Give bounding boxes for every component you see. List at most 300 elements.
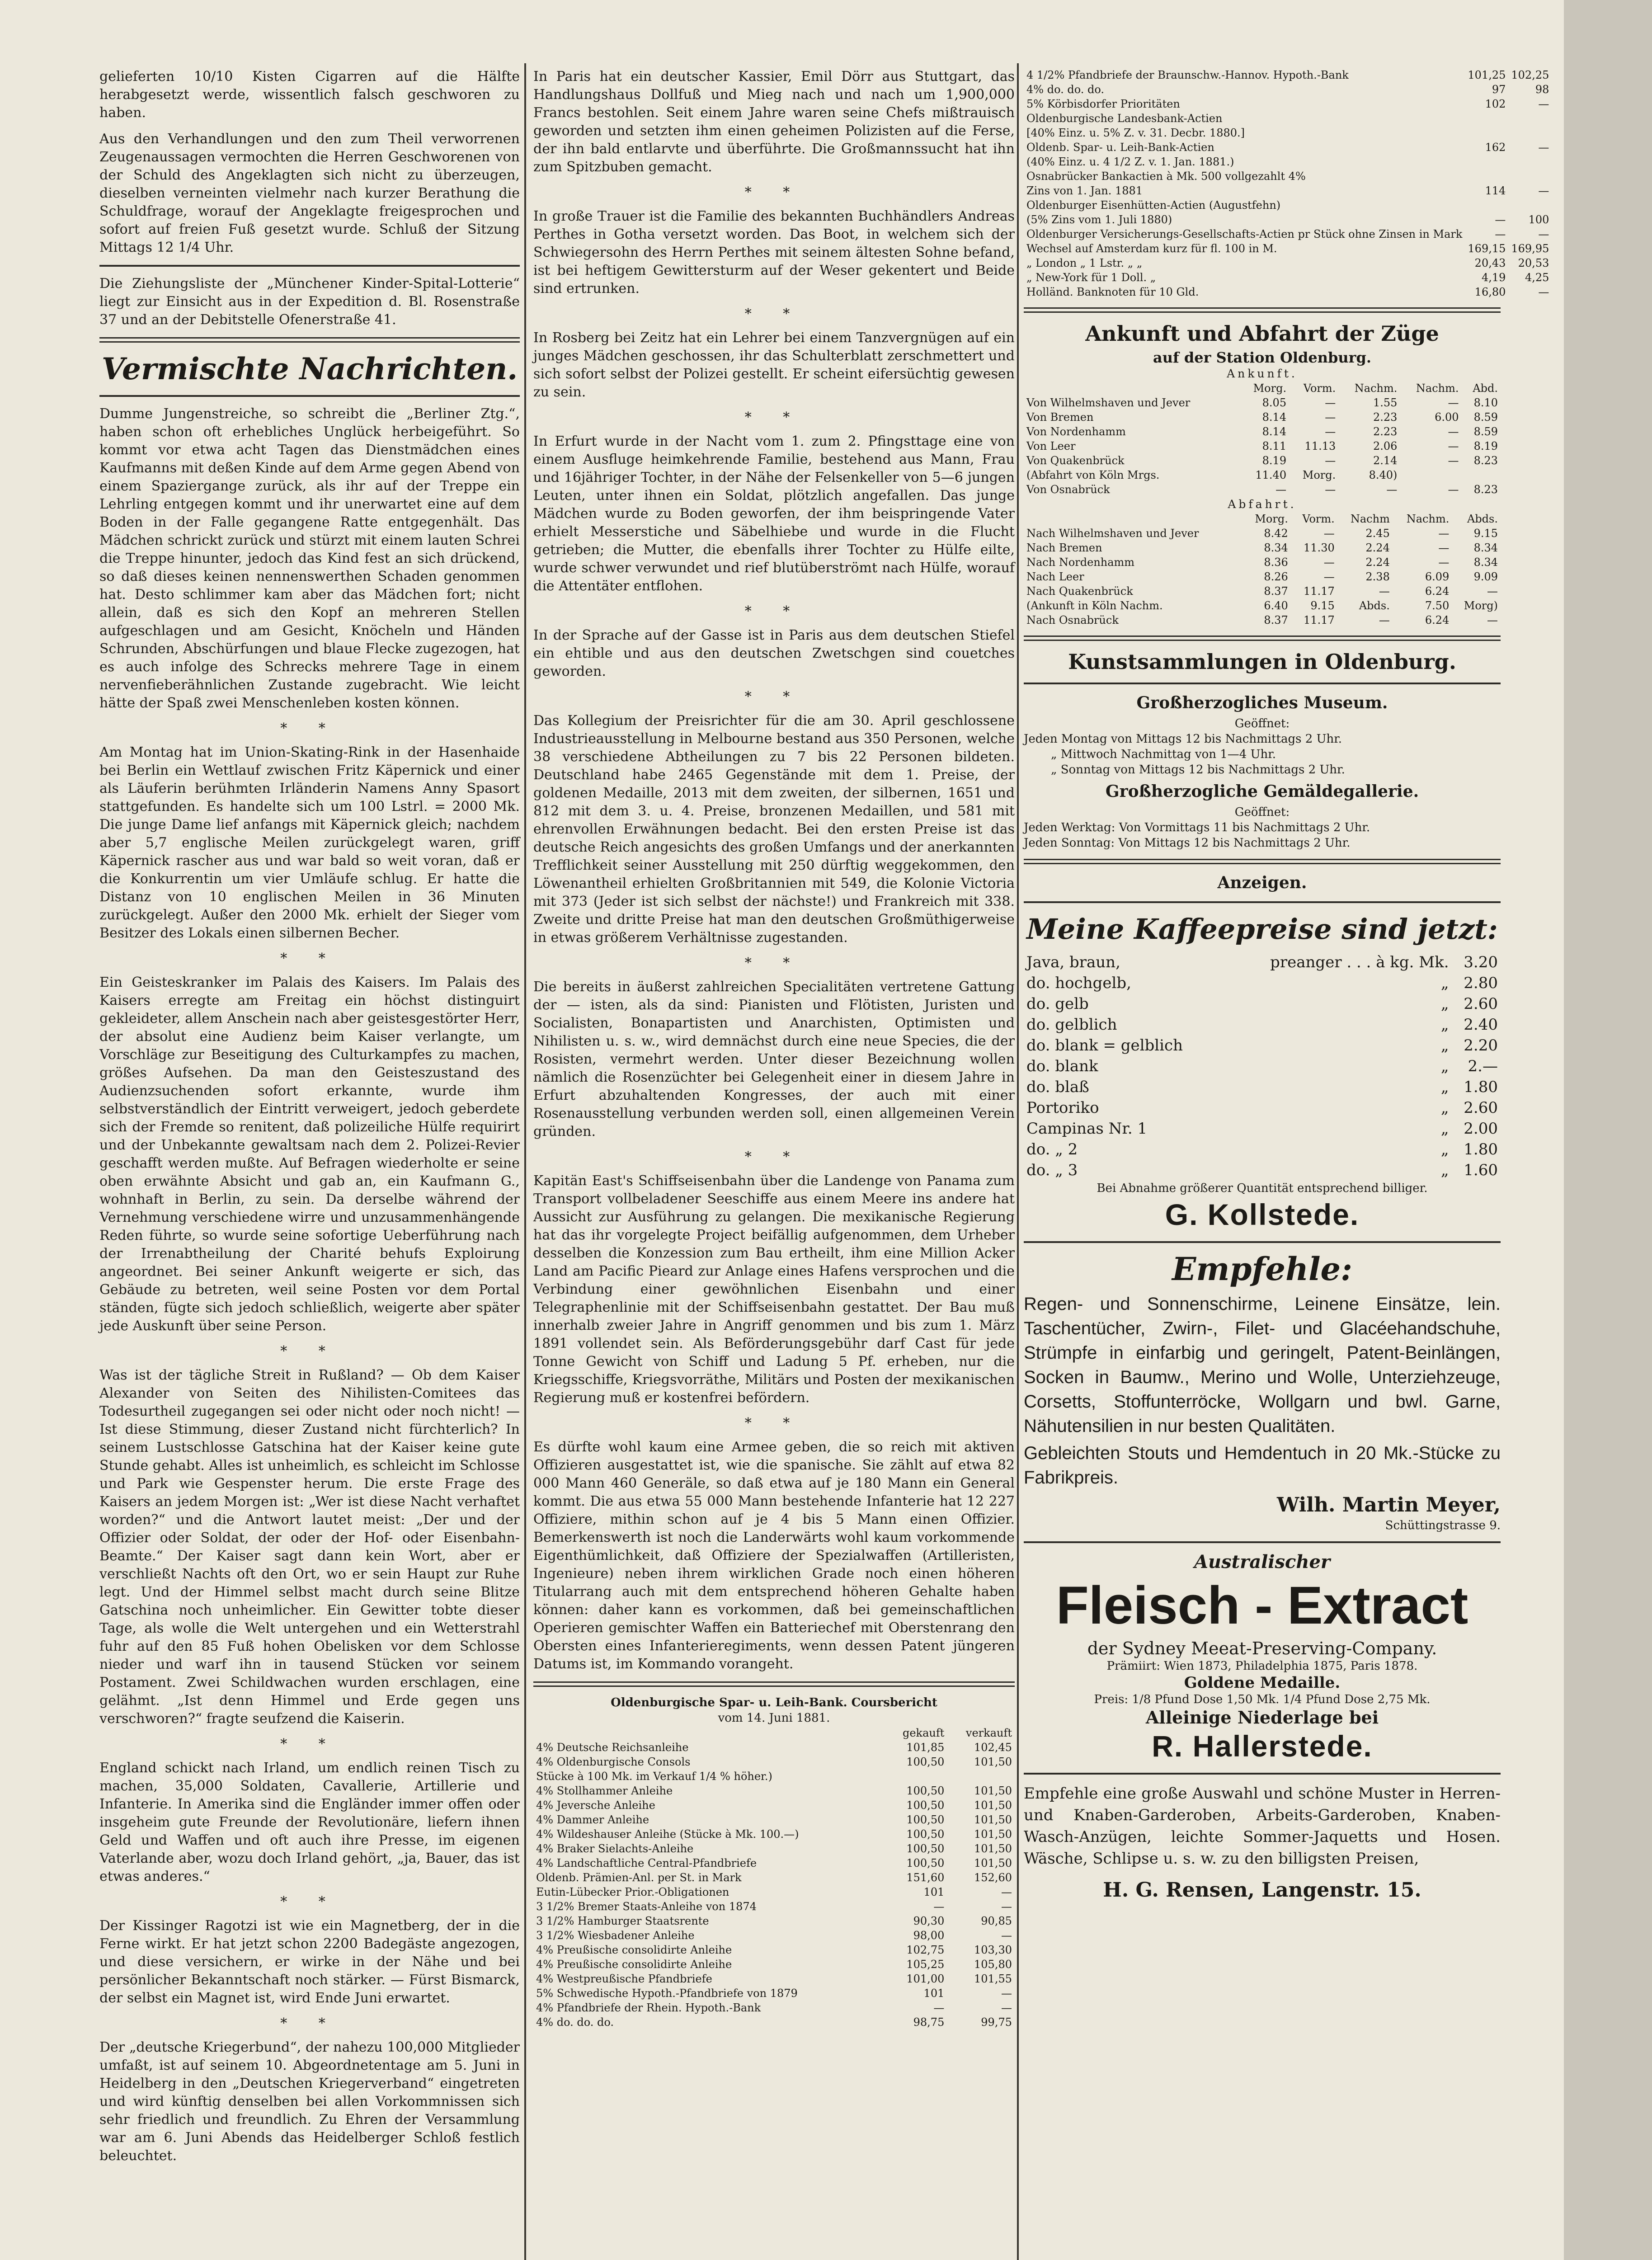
table-cell: 101,50 [974,1799,1012,1812]
departures-table [1024,512,1501,627]
table-row [1024,1014,1501,1035]
table-cell [1465,126,1508,140]
table-cell: — [1325,483,1336,496]
table-cell: 4 1/2% Pfandbriefe der Braunschw.-Hannov. Hypoth.-Bank [1026,69,1349,81]
table-row [533,1856,1015,1870]
table-row [1024,598,1501,613]
table-cell: — [1325,396,1336,409]
table-cell: — [1448,483,1459,496]
table-row [1024,973,1501,993]
table-row [533,1914,1015,1928]
arrivals-table [1024,381,1501,497]
advertiser-address: Schüttingstrasse 9. [1385,1519,1501,1532]
divider [1024,683,1501,684]
coffee-ad-title: Meine Kaffeepreise sind jetzt: [1026,913,1498,946]
table-cell: Von Osnabrück [1026,483,1110,496]
table-row [1024,541,1501,555]
table-cell: — [1487,614,1498,626]
table-cell: 5% Körbisdorfer Prioritäten [1026,98,1180,110]
table-cell: — [1001,1900,1012,1913]
article-text: In Paris hat ein deutscher Kassier, Emil Dörr aus Stuttgart, das Handlungshaus Dollfuß und Mieg nach und nach um 1,900,000 Francs bestohlen. Seit einem Jahre waren seine Chefs mißtrauisch geworden und setzten ihm einen geheimen Polizisten auf die Ferse, der ihn bald entlarvte und überführte. Die Großmannssucht hat ihn zum Spitzbuben gemacht. [533,69,1015,175]
advertiser-name: G. Kollstede. [1165,1198,1360,1231]
table-cell: 8.23 [1473,483,1498,496]
table-cell: „ [1440,1140,1449,1158]
table-cell: 105,25 [906,1958,945,1971]
section-heading: Vermischte Nachrichten. [101,351,518,386]
separator-stars: * * [744,603,804,619]
column-2 [533,68,1015,2029]
table-cell: Nach Leer [1026,570,1084,583]
table-cell: 169,15 [1468,242,1506,255]
table-cell [1465,169,1508,184]
table-cell: 4% Wildeshauser Anleihe (Stücke à Mk. 100.—) [536,1828,799,1841]
ad-text: Regen- und Sonnenschirme, Leinene Einsätze, lein. Taschentücher, Zwirn-, Filet- und Glacéehandschuhe, Strümpfe in einfarbig und geringelt, Patent-Beinlängen, Socken in Baumw., Merino und Wolle, Unterziehzeuge, Corsetts, Stoffunterröcke, Wollgarn und bwl. Garne, Nähutensilien in nur besten Qualitäten. [1024,1294,1501,1436]
ad-medal: Goldene Medaille. [1184,1674,1341,1692]
table-cell [1465,198,1508,212]
ad-heading: Empfehle: [1172,1250,1352,1288]
divider [1024,1541,1501,1543]
table-row [1024,1118,1501,1139]
table-cell: Nach Nordenhamm [1026,556,1135,569]
table-row [533,1972,1015,1986]
table-cell: 16,80 [1474,286,1506,298]
table-cell: 2.45 [1365,527,1390,540]
table-cell: 2.06 [1373,440,1398,452]
table-cell: 6.00 [1435,411,1459,424]
table-cell: 169,95 [1511,242,1549,255]
table-cell: 101,50 [974,1857,1012,1869]
table-cell: 8.34 [1473,556,1498,569]
table-row [1024,613,1501,627]
table-header-cell: verkauft [965,1727,1012,1739]
table-row [533,1943,1015,1957]
article-text: Der „deutsche Kriegerbund“, der nahezu 100,000 Mitglieder umfaßt, ist auf seinem 10. Abgeordnetentage am 5. Juni in Heidelberg in den „Deutschen Kriegerverband“ eingetreten und wird künftig denselben bei allen Vorkommnissen sich sehr friedlich und freundlich. Zu Ehren der Versammlung war am 6. Juni Abends das Heidelberger Schloß festlich beleuchtet. [99,2039,520,2164]
table-cell: 4,19 [1481,271,1506,284]
divider [1024,636,1501,641]
table-cell: Von Quakenbrück [1026,454,1125,467]
table-header-cell: Nachm. [1416,382,1459,395]
separator-stars: * * [744,1415,804,1431]
table-cell: 105,80 [974,1958,1012,1971]
table-cell: 101,50 [974,1813,1012,1826]
table-cell: 11.17 [1304,614,1335,626]
table-cell: 4% Pfandbriefe der Rhein. Hypoth.-Bank [536,2001,761,2014]
table-cell: — [1487,585,1498,598]
table-row [533,1784,1015,1798]
table-cell: Nach Bremen [1026,541,1102,554]
article-text: In große Trauer ist die Familie des bekannten Buchhändlers Andreas Perthes in Gotha versetzt worden. Das Boot, in welchem sich der Schwiegersohn des Herrn Perthes mit seinem ältesten Sohne befand, ist bei heftigem Gewittersturm auf der Weser gekentert und Beide sind ertrunken. [533,208,1015,297]
table-cell: — [1448,454,1459,467]
table-cell: 6.24 [1425,585,1450,598]
article-text: gelieferten 10/10 Kisten Cigarren auf die Hälfte herabgesetzt werde, wissentlich falsch geschworen zu haben. [99,69,520,121]
table-cell: — [1001,1987,1012,2000]
separator-stars: * * [280,2015,339,2031]
table-row [1024,410,1501,424]
table-cell: 1.55 [1373,396,1398,409]
table-cell: Stücke à 100 Mk. im Verkauf 1/4 % höher.) [536,1770,772,1783]
table-cell: do. hochgelb, [1026,974,1131,992]
table-cell: 98 [1535,83,1549,96]
table-cell: 90,30 [913,1915,945,1927]
table-cell: 4% Deutsche Reichsanleihe [536,1741,689,1754]
table-row [1024,482,1501,497]
table-cell: 5% Schwedische Hypoth.-Pfandbriefe von 1879 [536,1987,798,2000]
table-cell: — [1538,141,1549,154]
table-cell: 2.60 [1464,995,1498,1013]
table-cell: Von Wilhelmshaven und Jever [1026,396,1191,409]
separator-stars: * * [744,955,804,971]
table-cell: 101,55 [974,1973,1012,1985]
table-cell: Von Nordenhamm [1026,425,1126,438]
table-cell: 100 [1528,213,1549,226]
table-header-cell: Abd. [1473,382,1498,395]
table-cell: 9.15 [1310,599,1335,612]
table-cell: 8.14 [1262,425,1287,438]
divider [1024,307,1501,313]
table-cell: — [1448,396,1459,409]
table-row [1024,1139,1501,1160]
table-cell: — [1001,1886,1012,1898]
table-cell: 103,30 [974,1944,1012,1956]
table-cell: — [1448,425,1459,438]
table-cell: — [1438,541,1450,554]
column-1 [99,68,520,2173]
table-cell: 4% Preußische consolidirte Anleihe [536,1958,732,1971]
separator-stars: * * [280,951,339,966]
divider [99,395,520,397]
table-header [1024,381,1501,396]
table-cell: 101,50 [974,1828,1012,1841]
table-cell [1462,468,1501,482]
advertiser-name: R. Hallerstede. [1152,1729,1373,1763]
table-row [1024,584,1501,598]
table-cell: do. blank = gelblich [1026,1036,1183,1055]
table-cell: Nach Wilhelmshaven und Jever [1026,527,1199,540]
table-cell: 2.40 [1464,1016,1498,1034]
table-cell: 4% Dammer Anleihe [536,1813,650,1826]
table-row [1024,468,1501,482]
table-cell: Morg) [1464,599,1498,612]
ads-heading: Anzeigen. [1217,873,1307,892]
table-cell: 6.40 [1264,599,1288,612]
table-cell: 8.37 [1264,585,1288,598]
table-cell: — [1538,98,1549,110]
table-cell: 8.14 [1262,411,1287,424]
table-cell: 4% Westpreußische Pfandbriefe [536,1973,712,1985]
table-row [533,1798,1015,1813]
table-cell: 3.20 [1464,953,1498,971]
table-row [1024,424,1501,439]
table-cell [885,1769,947,1784]
coffee-price-table [1024,952,1501,1181]
table-cell: 9.15 [1473,527,1498,540]
table-cell: 2.14 [1373,454,1398,467]
table-cell: Wechsel auf Amsterdam kurz für fl. 100 in M. [1026,242,1277,255]
table-row [1024,439,1501,453]
table-row [1024,68,1552,82]
table-cell: 8.37 [1264,614,1288,626]
table-cell: Oldenburger Eisenhütten-Actien (Augustfehn) [1026,199,1281,212]
museum-hours: „ Mittwoch Nachmittag von 1—4 Uhr. [1051,748,1276,761]
table-row [1024,256,1552,270]
table-cell: Oldenb. Prämien-Anl. per St. in Mark [536,1871,742,1884]
column-3 [1024,68,1549,1903]
article-text: In Erfurt wurde in der Nacht vom 1. zum 2. Pfingsttage eine von einem Ausfluge heimkehrende Familie, bestehend aus Mann, Frau und 16jähriger Tochter, in der Nähe der Felsenkeller von 5—6 jungen Leuten, unter ihnen ein Soldat, plötzlich angefallen. Das junge Mädchen wurde zu Boden geworfen, der ihm beispringende Vater erhielt Messerstiche und Säbelhiebe und wurde in die Flucht getrieben; die Mutter, die ebenfalls ihrer Tochter zu Hülfe eilte, wurde schwer verwundet und rief blutüberströmt nach Hülfe, worauf die Attentäter entflohen. [533,433,1015,594]
table-cell: 8.10 [1473,396,1498,409]
table-cell: 162 [1485,141,1506,154]
separator-stars: * * [744,689,804,705]
table-cell [1508,126,1552,140]
table-cell: 98,00 [913,1929,945,1942]
table-cell: 101 [923,1987,945,2000]
table-cell: 8.42 [1264,527,1288,540]
table-cell: 101,50 [974,1784,1012,1797]
table-cell: 8.59 [1473,425,1498,438]
table-cell: 4% Preußische consolidirte Anleihe [536,1944,732,1956]
table-cell [1508,169,1552,184]
table-row [533,1928,1015,1943]
page-edge [1564,0,1652,2260]
table-header-cell: Vorm. [1303,382,1336,395]
table-cell: Eutin-Lübecker Prior.-Obligationen [536,1886,730,1898]
table-cell: 97 [1492,83,1506,96]
table-cell: — [1001,2001,1012,2014]
table-cell: 8.23 [1473,454,1498,467]
table-cell: 101 [923,1886,945,1898]
course-report-title: Oldenburgische Spar- u. Leih-Bank. Coursbericht [611,1696,937,1709]
divider [99,337,520,343]
table-cell: — [1275,483,1287,496]
opening-label: Geöffnet: [1234,805,1290,819]
table-cell: 6.24 [1425,614,1450,626]
table-cell: 2.00 [1464,1120,1498,1138]
table-row [1024,97,1552,111]
table-cell: Portoriko [1026,1099,1099,1117]
table-cell: 100,50 [906,1756,945,1768]
table-cell: Nach Osnabrück [1026,614,1119,626]
table-row [1024,111,1552,126]
table-cell: 9.09 [1473,570,1498,583]
table-row [1024,155,1552,169]
table-cell: 2.23 [1373,425,1398,438]
table-cell: Holländ. Banknoten für 10 Gld. [1026,286,1199,298]
table-cell: — [1379,585,1390,598]
table-cell: Zins von 1. Jan. 1881 [1026,184,1143,197]
column-rule [1017,63,1019,2260]
table-cell: 4% do. do. do. [536,2016,614,2029]
ad-kicker: Australischer [1194,1551,1330,1573]
table-cell: Campinas Nr. 1 [1026,1120,1148,1138]
table-cell: 11.17 [1304,585,1335,598]
table-row [533,1986,1015,2001]
table-row [1024,952,1501,973]
table-cell: 2.38 [1365,570,1390,583]
table-header-cell [1024,512,1243,526]
separator-stars: * * [280,1894,339,1910]
article-text: Die bereits in äußerst zahlreichen Specialitäten vertretene Gattung der — isten, als da sind: Pianisten und Flötisten, Juristen und Socialisten, Bonapartisten und Anarchisten, Optimisten und Nihilisten u. s. w., wird demnächst durch eine neue Species, die der Rosisten, vermehrt werden. Unter dieser Bezeichnung wollen nämlich die Rosenzüchter bei Gelegenheit einer in diesem Jahre in Erfurt abzuhaltenden Kongresses, der auch mit einer Rosenausstellung verbunden werden soll, einen allgemeinen Verein gründen. [533,979,1015,1139]
table-cell: „ London „ 1 Lstr. „ „ [1026,257,1143,269]
table-header-cell: Nachm. [1354,382,1398,395]
table-row [1024,1077,1501,1097]
table-cell: — [1448,440,1459,452]
table-cell: 11.13 [1304,440,1336,452]
table-cell: — [1325,425,1336,438]
arrival-heading: Ankunft. [1227,367,1298,380]
ad-dealer-label: Alleinige Niederlage bei [1145,1707,1379,1728]
table-cell: „ New-York für 1 Doll. „ [1026,271,1156,284]
table-row [1024,993,1501,1014]
table-cell: 6.09 [1425,570,1450,583]
table-cell: 8.05 [1262,396,1287,409]
table-cell: 8.19 [1262,454,1287,467]
table-row [1024,570,1501,584]
table-cell: — [1538,286,1549,298]
table-row [1024,126,1552,140]
table-header-cell [533,1726,885,1740]
divider [1024,859,1501,864]
table-cell: 100,50 [906,1813,945,1826]
table-cell: „ [1440,1078,1449,1096]
table-row [1024,1097,1501,1118]
table-cell: 8.40) [1369,469,1398,481]
table-cell: — [1323,556,1335,569]
train-schedule-title: Ankunft und Abfahrt der Züge [1085,321,1439,346]
table-cell: 100,50 [906,1799,945,1812]
table-cell: 2.24 [1365,556,1390,569]
table-cell: 2.60 [1464,1099,1498,1117]
article-text: Aus den Verhandlungen und den zum Theil verworrenen Zeugenaussagen vermochten die Herren Geschworenen von der Schuld des Angeklagten sich nicht zu überzeugen, dieselben verneinten vielmehr nach kurzer Berathung die Schuldfrage, worauf der Angeklagte freigesprochen und sofort auf freien Fuß gesetzt wurde. Schluß der Sitzung Mittags 12 1/4 Uhr. [99,131,520,255]
table-cell: 8.19 [1473,440,1498,452]
separator-stars: * * [744,306,804,322]
table-header-cell: Nachm [1350,513,1390,525]
table-row [533,1827,1015,1841]
table-cell: 8.11 [1262,440,1287,452]
table-cell: 11.40 [1255,469,1287,481]
table-cell: 101,85 [906,1741,945,1754]
table-cell: 3 1/2% Hamburger Staatsrente [536,1915,709,1927]
table-row [1024,198,1552,212]
table-cell [1465,111,1508,126]
table-cell: 11.30 [1304,541,1335,554]
table-row [1024,270,1552,285]
table-cell: 100,50 [906,1857,945,1869]
table-cell: 4% do. do. do. [1026,83,1105,96]
table-cell: „ [1440,1161,1449,1179]
gallery-hours: Jeden Sonntag: Von Mittags 12 bis Nachmittags 2 Uhr. [1024,836,1351,850]
table-cell: do. blank [1026,1057,1098,1075]
table-row [1024,1056,1501,1077]
table-row [1024,241,1552,256]
table-cell: — [1323,527,1335,540]
table-cell: do. „ 2 [1026,1140,1078,1158]
table-cell: 102 [1485,98,1506,110]
separator-stars: * * [280,1343,339,1359]
table-cell: — [1495,213,1506,226]
table-cell: Von Bremen [1026,411,1094,424]
table-row [533,1957,1015,1972]
table-cell: (Abfahrt von Köln Mrgs. [1026,469,1160,481]
table-row [533,2001,1015,2015]
divider [1024,1773,1501,1775]
table-cell [1465,155,1508,169]
table-cell [1508,111,1552,126]
table-row [1024,1160,1501,1181]
table-header-cell: Abds. [1467,513,1498,525]
table-row [1024,555,1501,570]
ad-awards: Prämiirt: Wien 1873, Philadelphia 1875, Paris 1878. [1106,1659,1418,1673]
table-cell: Nach Quakenbrück [1026,585,1133,598]
course-report-table [533,1726,1015,2029]
table-cell: — [1386,483,1398,496]
table-cell: 4% Stollhammer Anleihe [536,1784,673,1797]
ad-text: Gebleichten Stouts und Hemdentuch in 20 Mk.-Stücke zu Fabrikpreis. [1024,1443,1501,1488]
divider [1024,901,1501,903]
table-cell: 8.34 [1473,541,1498,554]
table-cell [1400,468,1461,482]
divider [533,1681,1015,1687]
table-cell: 8.59 [1473,411,1498,424]
table-header-cell: Nachm. [1406,513,1450,525]
table-row [1024,140,1552,155]
table-cell: Von Leer [1026,440,1076,452]
table-cell: 2.23 [1373,411,1398,424]
table-cell: Morg. [1302,469,1336,481]
gallery-title: Großherzogliche Gemäldegallerie. [1105,782,1419,801]
table-cell: do. blaß [1026,1078,1089,1096]
table-cell: 2.20 [1464,1036,1498,1055]
table-cell: (40% Einz. u. 4 1/2 Z. v. 1. Jan. 1881.) [1026,155,1234,168]
course-report-date: vom 14. Juni 1881. [718,1711,830,1725]
table-cell: 1.80 [1464,1078,1498,1096]
table-row [1024,82,1552,97]
train-schedule-subtitle: auf der Station Oldenburg. [1153,349,1371,366]
table-cell: do. gelb [1026,995,1089,1013]
table-cell: 8.34 [1264,541,1288,554]
table-cell: (5% Zins vom 1. Juli 1880) [1026,213,1172,226]
table-header-cell: Morg. [1253,382,1287,395]
table-cell: „ [1440,995,1449,1013]
article-text: In Rosberg bei Zeitz hat ein Lehrer bei einem Tanzvergnügen auf ein junges Mädchen geschossen, ihr das Schulterblatt zerschmettert und sich sofort selbst der Polizei gestellt. Er scheint eifersüchtig gewesen zu sein. [533,330,1015,400]
table-row [1024,526,1501,541]
article-text: Es dürfte wohl kaum eine Armee geben, die so reich mit aktiven Offizieren ausgestattet ist, wie die spanische. Sie zählt auf etwa 82 000 Mann 460 Generäle, so daß etwa auf je 180 Mann ein General kommt. Die aus etwa 55 000 Mann bestehende Infanterie hat 12 227 Offiziere, mithin schon auf je 4 bis 5 Mann einen Offizier. Bemerkenswerth ist noch die Landerwärts wohl kaum vorkommende Eigenthümlichkeit, daß Offiziere der Spezialwaffen (Artilleristen, Ingenieure) neben ihrem wirklichen Grade noch einen höheren Titularrang auch mit dem entsprechend höheren Gehalte haben können: daher kann es vorkommen, daß bei gemeinschaftlichen Operieren gemischter Waffen ein Batteriechef mit Oberstenrang den Obersten eines Infanterieregiments, wenn dessen Patent jüngeren Datums ist, im Kommando vorangeht. [533,1439,1015,1672]
table-cell: — [1538,228,1549,240]
table-cell: 8.26 [1264,570,1288,583]
table-cell: 20,43 [1474,257,1506,269]
article-text: England schickt nach Irland, um endlich reinen Tisch zu machen, 35,000 Soldaten, Cavallerie, Artillerie und Infanterie. In Amerika sind die Engländer immer offen oder insgeheim gute Freunde der Revolutionäre, liefern ihnen Geld und Waffen und oft auch ihre Presse, im eigenen Vaterlande aber, wozu doch Irland gehört, „ja, Bauer, das ist etwas anderes.“ [99,1760,520,1884]
table-cell: — [1438,527,1450,540]
ad-price: Preis: 1/8 Pfund Dose 1,50 Mk. 1/4 Pfund Dose 2,75 Mk. [1094,1693,1431,1706]
table-cell: 100,50 [906,1784,945,1797]
table-row [1024,184,1552,198]
table-cell: 151,60 [906,1871,945,1884]
table-cell: (Ankunft in Köln Nachm. [1026,599,1163,612]
table-row [533,2015,1015,2029]
separator-stars: * * [744,184,804,200]
table-header [1024,512,1501,526]
table-row [1024,212,1552,227]
article-text: Kapitän East's Schiffseisenbahn über die Landenge von Panama zum Transport vollbeladener Seeschiffe aus einem Meere ins andere hat Aussicht zur Ausführung zu gelangen. Die mexikanische Regierung hat das ihr vorgelegte Project beifällig aufgenommen, dem Urheber desselben die Konzession zum Bau ertheilt, ihm eine Million Acker Land am Pacific Pieard zur Anlage eines Hafens versprochen und die Verbindung einer gewöhnlichen Eisenbahn und einer Telegraphenlinie mit der Schiffseisenbahn gestattet. Der Bau muß innerhalb zweier Jahre in Angriff genommen und bis zum 1. März 1891 vollendet sein. Als Beförderungsgebühr darf Cast für jede Tonne Gewicht von Schiff und Ladung 5 Pf. erheben, nur die Kriegsschiffe, Kriegsvorräthe, Militärs und Posten der mexikanischen Regierung muß er kostenfrei befördern. [533,1173,1015,1406]
table-cell: 101,00 [906,1973,945,1985]
table-cell: [40% Einz. u. 5% Z. v. 31. Decbr. 1880.] [1026,127,1245,139]
table-row [1024,169,1552,184]
table-row [1024,285,1552,299]
table-cell: 3 1/2% Wiesbadener Anleihe [536,1929,695,1942]
table-cell [1508,155,1552,169]
table-cell: 98,75 [913,2016,945,2029]
table-cell [947,1769,1015,1784]
table-cell: — [1323,570,1335,583]
museum-hours: „ Sonntag von Mittags 12 bis Nachmittags 2 Uhr. [1051,763,1345,777]
